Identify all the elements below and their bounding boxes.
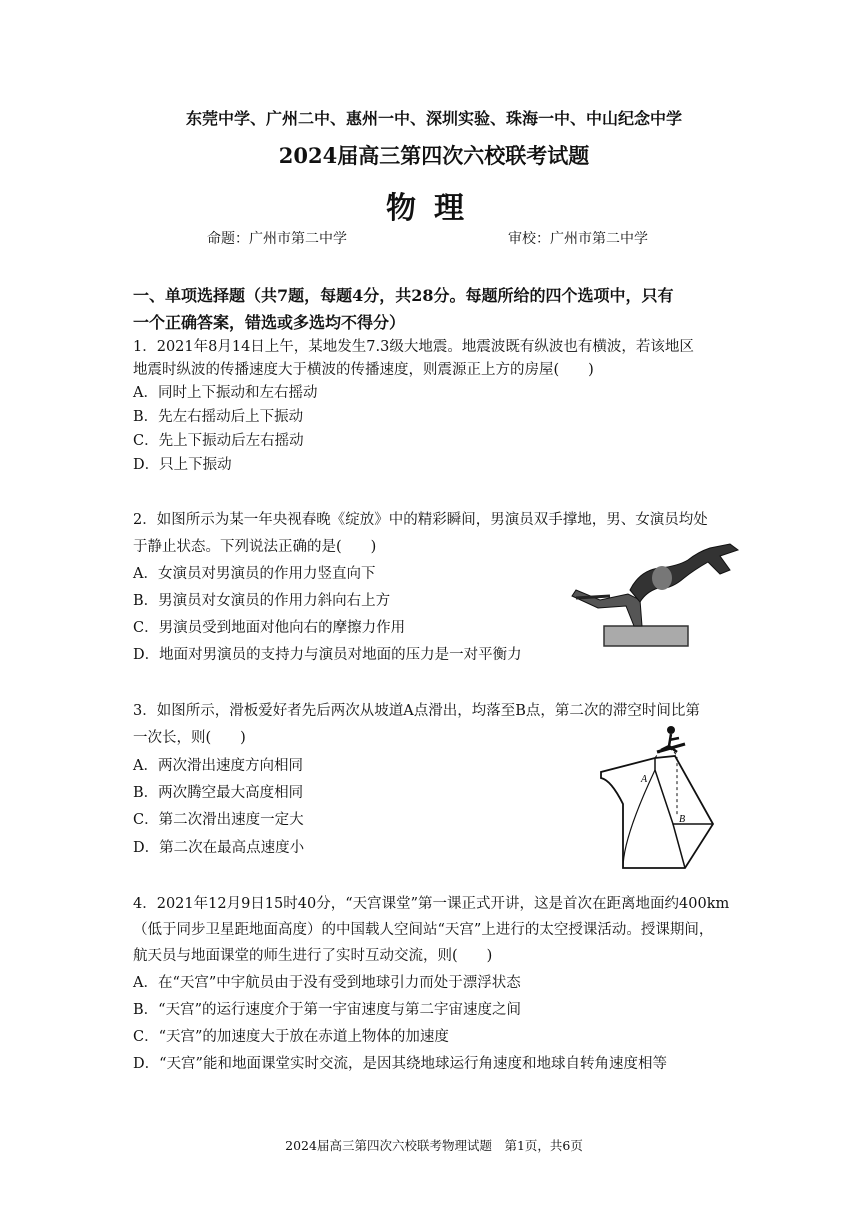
point-a-label: A: [641, 774, 648, 785]
q3-option-a: A．两次滑出速度方向相同: [133, 758, 303, 774]
q2-stem-line1: 2．如图所示为某一年央视春晚《绽放》中的精彩瞬间，男演员双手撑地，男、女演员均处: [133, 512, 708, 528]
section-heading-line2: 一个正确答案，错选或多选均不得分）: [133, 313, 406, 332]
q3-option-b: B．两次腾空最大高度相同: [133, 785, 304, 801]
dancers-figure: [570, 540, 740, 650]
page-footer: 2024届高三第四次六校联考物理试题 第1页，共6页: [285, 1138, 583, 1153]
point-b-label: B: [679, 814, 686, 825]
q3-stem-line1: 3．如图所示，滑板爱好者先后两次从坡道A点滑出，均落至B点，第二次的滞空时间比第: [133, 703, 700, 719]
q4-option-c: C．“天宫”的加速度大于放在赤道上物体的加速度: [133, 1029, 449, 1045]
q4-option-a: A．在“天宫”中宇航员由于没有受到地球引力而处于漂浮状态: [133, 975, 521, 991]
q3-stem-line2: 一次长，则( ): [133, 730, 246, 746]
section-heading-line1: 一、单项选择题（共7题，每题4分，共28分。每题所给的四个选项中，只有: [133, 286, 674, 305]
author-line: 命题：广州市第二中学: [207, 231, 347, 247]
subject-title: 物理: [386, 191, 482, 226]
q2-option-b: B．男演员对女演员的作用力斜向右上方: [133, 593, 391, 609]
exam-title: 2024届高三第四次六校联考试题: [278, 143, 590, 168]
q4-stem-line3: 航天员与地面课堂的师生进行了实时互动交流，则( ): [133, 948, 493, 964]
q4-stem-line2: （低于同步卫星距地面高度）的中国载人空间站“天宫”上进行的太空授课活动。授课期间，: [133, 922, 714, 938]
q1-option-d: D．只上下振动: [133, 457, 232, 473]
q3-option-c: C．第二次滑出速度一定大: [133, 812, 304, 828]
q4-option-b: B．“天宫”的运行速度介于第一宇宙速度与第二宇宙速度之间: [133, 1002, 521, 1018]
q1-option-b: B．先左右摇动后上下振动: [133, 409, 304, 425]
q1-option-c: C．先上下振动后左右摇动: [133, 433, 304, 449]
school-list: 东莞中学、广州二中、惠州一中、深圳实验、珠海一中、中山纪念中学: [185, 109, 682, 128]
q3-option-d: D．第二次在最高点速度小: [133, 840, 305, 856]
q2-option-d: D．地面对男演员的支持力与演员对地面的压力是一对平衡力: [133, 647, 522, 663]
q4-stem-line1: 4．2021年12月9日15时40分，“天宫课堂”第一课正式开讲，这是首次在距离地面约400km: [133, 896, 730, 912]
q2-stem-line2: 于静止状态。下列说法正确的是( ): [133, 539, 377, 555]
reviewer-line: 审校：广州市第二中学: [508, 231, 648, 247]
q1-stem-line1: 1．2021年8月14日上午，某地发生7.3级大地震。地震波既有纵波也有横波，若该地区: [133, 339, 694, 355]
q4-option-d: D．“天宫”能和地面课堂实时交流，是因其绕地球运行角速度和地球自转角速度相等: [133, 1056, 667, 1072]
q1-stem-line2: 地震时纵波的传播速度大于横波的传播速度，则震源正上方的房屋( ): [133, 362, 594, 378]
q1-option-a: A．同时上下振动和左右摇动: [133, 385, 318, 401]
skateboard-ramp-figure: [595, 720, 715, 870]
q2-option-c: C．男演员受到地面对他向右的摩擦力作用: [133, 620, 406, 636]
q2-option-a: A．女演员对男演员的作用力竖直向下: [133, 566, 376, 582]
